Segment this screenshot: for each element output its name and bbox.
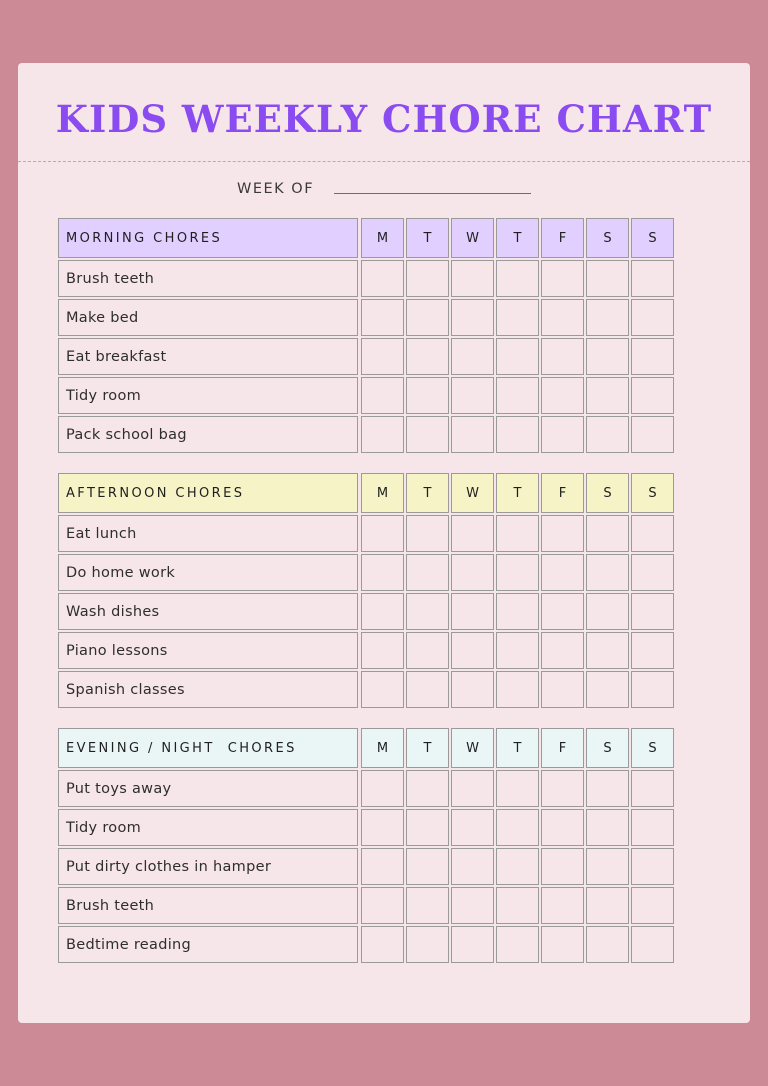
checkbox-cell[interactable]	[586, 554, 629, 591]
day-header-friday: F	[541, 473, 584, 513]
checkbox-cell[interactable]	[406, 809, 449, 846]
task-label: Tidy room	[58, 377, 358, 414]
checkbox-cell[interactable]	[496, 632, 539, 669]
day-header-tuesday: T	[406, 473, 449, 513]
task-label: Brush teeth	[58, 887, 358, 924]
checkbox-cell[interactable]	[541, 770, 584, 807]
day-header-thursday: T	[496, 473, 539, 513]
checkbox-cell[interactable]	[496, 416, 539, 453]
checkbox-cell[interactable]	[586, 887, 629, 924]
checkbox-cell[interactable]	[361, 338, 404, 375]
checkbox-cell[interactable]	[586, 809, 629, 846]
checkbox-cell[interactable]	[451, 515, 494, 552]
checkbox-cell[interactable]	[631, 593, 674, 630]
checkbox-cell[interactable]	[406, 416, 449, 453]
checkbox-cell[interactable]	[631, 416, 674, 453]
checkbox-cell[interactable]	[631, 632, 674, 669]
table-header-row	[58, 218, 674, 260]
checkbox-cell[interactable]	[361, 926, 404, 963]
day-header-saturday: S	[586, 728, 629, 768]
checkbox-cell[interactable]	[541, 554, 584, 591]
checkbox-cell[interactable]	[631, 671, 674, 708]
checkbox-cell[interactable]	[451, 338, 494, 375]
table-header-row	[58, 473, 674, 515]
table-row	[58, 887, 674, 926]
evening-chores-table	[58, 728, 674, 965]
checkbox-cell[interactable]	[541, 299, 584, 336]
checkbox-cell[interactable]	[406, 926, 449, 963]
checkbox-cell[interactable]	[541, 671, 584, 708]
section-heading: EVENING / NIGHT CHORES	[58, 728, 358, 768]
checkbox-cell[interactable]	[451, 299, 494, 336]
table-row	[58, 260, 674, 299]
checkbox-cell[interactable]	[406, 671, 449, 708]
checkbox-cell[interactable]	[451, 377, 494, 414]
task-label: Piano lessons	[58, 632, 358, 669]
table-row	[58, 377, 674, 416]
checkbox-cell[interactable]	[496, 809, 539, 846]
day-header-friday: F	[541, 218, 584, 258]
checkbox-cell[interactable]	[541, 809, 584, 846]
day-header-saturday: S	[586, 218, 629, 258]
title-divider	[18, 161, 750, 162]
checkbox-cell[interactable]	[541, 338, 584, 375]
checkbox-cell[interactable]	[586, 848, 629, 885]
checkbox-cell[interactable]	[541, 377, 584, 414]
task-label: Wash dishes	[58, 593, 358, 630]
task-label: Make bed	[58, 299, 358, 336]
task-label: Tidy room	[58, 809, 358, 846]
checkbox-cell[interactable]	[406, 887, 449, 924]
checkbox-cell[interactable]	[586, 593, 629, 630]
task-label: Eat breakfast	[58, 338, 358, 375]
checkbox-cell[interactable]	[361, 632, 404, 669]
checkbox-cell[interactable]	[496, 887, 539, 924]
checkbox-cell[interactable]	[586, 671, 629, 708]
morning-chores-table	[58, 218, 674, 455]
checkbox-cell[interactable]	[496, 593, 539, 630]
checkbox-cell[interactable]	[496, 377, 539, 414]
checkbox-cell[interactable]	[496, 926, 539, 963]
checkbox-cell[interactable]	[406, 338, 449, 375]
checkbox-cell[interactable]	[586, 515, 629, 552]
checkbox-cell[interactable]	[406, 554, 449, 591]
task-label: Bedtime reading	[58, 926, 358, 963]
day-header-wednesday: W	[451, 728, 494, 768]
checkbox-cell[interactable]	[451, 926, 494, 963]
day-header-sunday: S	[631, 218, 674, 258]
day-header-wednesday: W	[451, 218, 494, 258]
checkbox-cell[interactable]	[496, 671, 539, 708]
checkbox-cell[interactable]	[541, 260, 584, 297]
checkbox-cell[interactable]	[361, 260, 404, 297]
checkbox-cell[interactable]	[451, 671, 494, 708]
table-row	[58, 554, 674, 593]
checkbox-cell[interactable]	[361, 515, 404, 552]
table-row	[58, 671, 674, 710]
checkbox-cell[interactable]	[631, 848, 674, 885]
checkbox-cell[interactable]	[406, 770, 449, 807]
checkbox-cell[interactable]	[541, 848, 584, 885]
checkbox-cell[interactable]	[631, 515, 674, 552]
day-header-monday: M	[361, 218, 404, 258]
table-row	[58, 593, 674, 632]
checkbox-cell[interactable]	[451, 416, 494, 453]
checkbox-cell[interactable]	[541, 515, 584, 552]
day-header-tuesday: T	[406, 218, 449, 258]
day-header-tuesday: T	[406, 728, 449, 768]
afternoon-chores-table	[58, 473, 674, 710]
checkbox-cell[interactable]	[586, 632, 629, 669]
table-row	[58, 338, 674, 377]
day-header-thursday: T	[496, 218, 539, 258]
task-label: Pack school bag	[58, 416, 358, 453]
checkbox-cell[interactable]	[631, 926, 674, 963]
day-header-monday: M	[361, 473, 404, 513]
checkbox-cell[interactable]	[451, 632, 494, 669]
checkbox-cell[interactable]	[406, 848, 449, 885]
checkbox-cell[interactable]	[496, 848, 539, 885]
checkbox-cell[interactable]	[631, 260, 674, 297]
checkbox-cell[interactable]	[631, 377, 674, 414]
checkbox-cell[interactable]	[586, 260, 629, 297]
table-row	[58, 632, 674, 671]
checkbox-cell[interactable]	[586, 338, 629, 375]
week-of-label: WEEK OF	[237, 181, 315, 197]
table-row	[58, 416, 674, 455]
checkbox-cell[interactable]	[361, 770, 404, 807]
checkbox-cell[interactable]	[451, 260, 494, 297]
day-header-thursday: T	[496, 728, 539, 768]
checkbox-cell[interactable]	[586, 299, 629, 336]
checkbox-cell[interactable]	[451, 770, 494, 807]
checkbox-cell[interactable]	[361, 671, 404, 708]
day-header-monday: M	[361, 728, 404, 768]
checkbox-cell[interactable]	[496, 338, 539, 375]
task-label: Spanish classes	[58, 671, 358, 708]
checkbox-cell[interactable]	[361, 299, 404, 336]
table-row	[58, 809, 674, 848]
checkbox-cell[interactable]	[361, 809, 404, 846]
table-row	[58, 848, 674, 887]
table-row	[58, 770, 674, 809]
checkbox-cell[interactable]	[451, 593, 494, 630]
checkbox-cell[interactable]	[586, 770, 629, 807]
day-header-sunday: S	[631, 473, 674, 513]
checkbox-cell[interactable]	[361, 554, 404, 591]
day-header-friday: F	[541, 728, 584, 768]
checkbox-cell[interactable]	[361, 416, 404, 453]
checkbox-cell[interactable]	[631, 299, 674, 336]
checkbox-cell[interactable]	[496, 770, 539, 807]
task-label: Brush teeth	[58, 260, 358, 297]
checkbox-cell[interactable]	[406, 632, 449, 669]
task-label: Eat lunch	[58, 515, 358, 552]
checkbox-cell[interactable]	[631, 770, 674, 807]
checkbox-cell[interactable]	[361, 848, 404, 885]
section-heading: AFTERNOON CHORES	[58, 473, 358, 513]
checkbox-cell[interactable]	[586, 926, 629, 963]
section-heading: MORNING CHORES	[58, 218, 358, 258]
checkbox-cell[interactable]	[631, 554, 674, 591]
checkbox-cell[interactable]	[361, 887, 404, 924]
checkbox-cell[interactable]	[406, 593, 449, 630]
week-of-blank-line[interactable]	[334, 193, 531, 194]
checkbox-cell[interactable]	[496, 299, 539, 336]
checkbox-cell[interactable]	[406, 299, 449, 336]
checkbox-cell[interactable]	[631, 809, 674, 846]
task-label: Put dirty clothes in hamper	[58, 848, 358, 885]
checkbox-cell[interactable]	[541, 416, 584, 453]
checkbox-cell[interactable]	[406, 377, 449, 414]
checkbox-cell[interactable]	[541, 926, 584, 963]
page-title: KIDS WEEKLY CHORE CHART	[55, 97, 713, 141]
checkbox-cell[interactable]	[361, 593, 404, 630]
checkbox-cell[interactable]	[406, 515, 449, 552]
checkbox-cell[interactable]	[496, 260, 539, 297]
checkbox-cell[interactable]	[406, 260, 449, 297]
checkbox-cell[interactable]	[586, 416, 629, 453]
table-row	[58, 299, 674, 338]
task-label: Do home work	[58, 554, 358, 591]
day-header-saturday: S	[586, 473, 629, 513]
checkbox-cell[interactable]	[541, 632, 584, 669]
checkbox-cell[interactable]	[496, 515, 539, 552]
checkbox-cell[interactable]	[451, 848, 494, 885]
table-header-row	[58, 728, 674, 770]
checkbox-cell[interactable]	[541, 593, 584, 630]
day-header-sunday: S	[631, 728, 674, 768]
table-row	[58, 926, 674, 965]
task-label: Put toys away	[58, 770, 358, 807]
checkbox-cell[interactable]	[451, 887, 494, 924]
checkbox-cell[interactable]	[631, 338, 674, 375]
checkbox-cell[interactable]	[541, 887, 584, 924]
checkbox-cell[interactable]	[451, 809, 494, 846]
day-header-wednesday: W	[451, 473, 494, 513]
checkbox-cell[interactable]	[451, 554, 494, 591]
checkbox-cell[interactable]	[631, 887, 674, 924]
checkbox-cell[interactable]	[496, 554, 539, 591]
checkbox-cell[interactable]	[586, 377, 629, 414]
table-row	[58, 515, 674, 554]
checkbox-cell[interactable]	[361, 377, 404, 414]
